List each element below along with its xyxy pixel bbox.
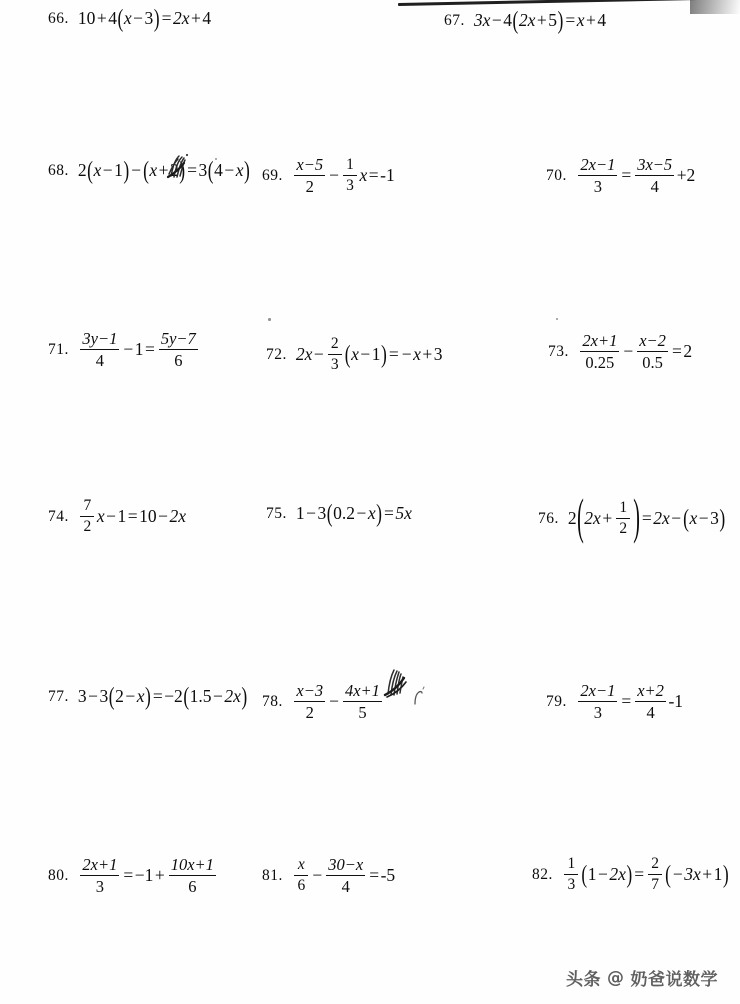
- equals-sign: =: [369, 864, 380, 885]
- fraction: [159, 330, 198, 369]
- term: 2x: [172, 8, 190, 28]
- variable: x: [351, 343, 359, 364]
- fraction-bar: [635, 701, 666, 702]
- term: 3: [77, 686, 87, 706]
- problem-69: [262, 156, 395, 195]
- term: 3: [433, 343, 443, 364]
- operator-minus: −: [671, 507, 682, 528]
- left-paren: (: [581, 858, 588, 888]
- operator-minus: −: [306, 503, 316, 523]
- fraction-numerator: x−3: [296, 681, 324, 700]
- operator-plus: +: [190, 8, 201, 28]
- term: 5x: [395, 503, 412, 523]
- trailing-term: +2: [676, 164, 696, 185]
- problem-expression: [473, 5, 607, 35]
- coefficient: 2: [567, 507, 577, 528]
- variable: x: [149, 160, 158, 180]
- left-paren: (: [87, 155, 93, 185]
- operator-minus: −: [106, 505, 117, 526]
- right-paren: ): [123, 155, 130, 185]
- fraction: [578, 682, 617, 721]
- problem-78: [262, 682, 384, 721]
- fraction-bar: [169, 875, 216, 876]
- term: 4: [597, 10, 607, 30]
- problem-number: 82.: [532, 865, 553, 883]
- fraction-denominator: 4: [646, 702, 655, 722]
- term: 1: [295, 503, 305, 523]
- fraction-denominator: 4: [95, 350, 104, 370]
- fraction: [328, 336, 342, 373]
- problem-expression: [295, 498, 412, 528]
- fraction-denominator: 3: [330, 355, 339, 373]
- left-paren: (: [108, 681, 115, 711]
- variable: x: [576, 10, 585, 30]
- problem-number: 77.: [48, 688, 69, 705]
- fraction-bar: [648, 874, 662, 875]
- problem-81: [262, 856, 395, 895]
- fraction: [343, 157, 357, 194]
- scan-edge-fade-artifact: [690, 0, 740, 14]
- fraction-numerator: x−2: [639, 331, 666, 350]
- fraction-numerator: 2x−1: [580, 155, 616, 174]
- problem-number: 70.: [546, 166, 567, 184]
- operator-minus: −: [88, 686, 98, 706]
- variable: x: [93, 160, 102, 180]
- fraction-numerator: 1: [567, 855, 576, 872]
- left-paren: (: [183, 681, 190, 711]
- variable: x: [96, 505, 105, 526]
- fraction-numerator: 2: [651, 855, 659, 872]
- operator-plus: +: [96, 8, 107, 28]
- fraction: [294, 156, 325, 195]
- fraction-bar: [80, 349, 119, 350]
- operator-minus: −: [491, 10, 502, 30]
- problem-expression: [77, 155, 250, 185]
- left-paren: (: [117, 3, 124, 33]
- right-hand-side: 2: [683, 340, 693, 361]
- term: 3: [144, 8, 154, 28]
- equals-sign: =: [127, 505, 138, 526]
- fraction-denominator: 5: [358, 702, 367, 722]
- right-paren: ): [179, 155, 186, 185]
- coefficient: 3: [99, 686, 109, 706]
- problem-75: [266, 498, 412, 528]
- fraction-numerator: 30−x: [328, 855, 364, 874]
- fraction-denominator: 6: [188, 876, 197, 896]
- problem-80: [48, 856, 218, 895]
- fraction-bar: [294, 875, 308, 876]
- fraction-numerator: x+2: [637, 681, 664, 700]
- operator-minus: −: [401, 343, 412, 364]
- problem-68: [48, 155, 250, 185]
- coefficient: 4: [503, 10, 513, 30]
- variable: x: [689, 507, 698, 528]
- problem-number: 73.: [548, 342, 569, 360]
- term: 2x: [584, 507, 601, 528]
- problem-76: [538, 490, 726, 546]
- term: 4: [202, 8, 212, 28]
- operator-plus: +: [422, 343, 433, 364]
- fraction-denominator: 3: [593, 702, 602, 722]
- problem-expression: [78, 330, 200, 369]
- problem-expression: [77, 3, 212, 33]
- fraction-numerator: 3y−1: [82, 329, 118, 348]
- equals-sign: =: [621, 690, 632, 711]
- operator-minus: −: [360, 343, 371, 364]
- problem-number: 72.: [266, 345, 287, 363]
- right-paren: ): [633, 490, 640, 546]
- problem-number: 66.: [48, 10, 69, 27]
- left-paren: (: [683, 502, 689, 532]
- fraction-numerator: 5y−7: [160, 329, 196, 348]
- operator-minus: −: [224, 160, 235, 180]
- problem-67: [444, 5, 607, 35]
- problem-number: 75.: [266, 505, 287, 522]
- fraction-denominator: 6: [297, 876, 306, 894]
- equals-sign: =: [123, 864, 134, 885]
- left-paren: (: [207, 155, 214, 185]
- term: 1: [134, 338, 144, 359]
- problem-expression: [292, 156, 395, 195]
- right-paren: ): [241, 681, 248, 711]
- operator-minus: −: [356, 503, 367, 523]
- variable: x: [123, 8, 132, 28]
- problem-72: [266, 336, 443, 373]
- fraction-denominator: 2: [305, 176, 314, 196]
- term: 2x: [518, 10, 536, 30]
- problem-number: 68.: [48, 162, 69, 179]
- right-paren: ): [626, 858, 633, 888]
- fraction: [169, 856, 216, 895]
- fraction-bar: [294, 701, 325, 702]
- problem-expression: [576, 682, 683, 721]
- term: 1: [117, 505, 127, 526]
- problem-70: [546, 156, 695, 195]
- term: 2x: [224, 686, 241, 706]
- problem-expression: [578, 332, 692, 371]
- equals-sign: =: [634, 863, 645, 884]
- watermark-platform-label: 头条: [566, 970, 601, 990]
- fraction: [578, 156, 617, 195]
- term: 1: [114, 160, 123, 180]
- term: 1: [371, 343, 381, 364]
- problem-expression: [296, 336, 443, 373]
- fraction-bar: [294, 175, 325, 176]
- term: 10: [77, 8, 96, 28]
- right-paren: ): [243, 155, 250, 185]
- fraction-denominator: 2: [619, 519, 628, 537]
- fraction: [80, 856, 119, 895]
- equals-sign: =: [621, 164, 632, 185]
- right-paren: ): [153, 3, 160, 33]
- operator-minus: −: [213, 686, 223, 706]
- fraction-numerator: 7: [83, 497, 92, 514]
- problem-number: 76.: [538, 509, 559, 527]
- fraction-denominator: 4: [341, 876, 350, 896]
- problem-expression: [576, 156, 695, 195]
- trailing-term: -1: [668, 690, 684, 711]
- equals-sign: =: [144, 338, 155, 359]
- problem-number: 78.: [262, 692, 283, 710]
- fraction-denominator: 3: [593, 176, 602, 196]
- problem-expression: [562, 856, 729, 893]
- coefficient: 2: [77, 160, 87, 180]
- left-paren: (: [665, 858, 671, 888]
- problem-number: 79.: [546, 692, 567, 710]
- equals-sign: =: [383, 503, 394, 523]
- operator-minus: −: [123, 338, 134, 359]
- fraction-numerator: 2x+1: [582, 331, 618, 350]
- scan-speck: [268, 318, 271, 321]
- term: 2x: [609, 863, 626, 884]
- problem-71: [48, 330, 200, 369]
- problem-77: [48, 681, 248, 711]
- fraction-bar: [580, 351, 619, 352]
- fraction-denominator: 0.5: [642, 352, 663, 372]
- left-paren: (: [143, 155, 149, 185]
- equals-sign: =: [565, 10, 576, 30]
- fraction-bar: [328, 354, 342, 355]
- fraction-denominator: 3: [346, 176, 354, 194]
- problem-expression: [77, 681, 248, 711]
- fraction-bar: [578, 175, 617, 176]
- fraction-bar: [80, 516, 94, 517]
- fraction-numerator: 1: [619, 499, 628, 516]
- fraction: [616, 500, 630, 537]
- operator-minus: −: [329, 690, 339, 711]
- problem-73: [548, 332, 692, 371]
- fraction-denominator: 2: [83, 517, 92, 535]
- fraction-bar: [578, 701, 617, 702]
- term: 3x: [473, 10, 491, 30]
- term: 4: [214, 160, 223, 180]
- right-hand-side: -5: [380, 864, 396, 885]
- fraction-bar: [635, 175, 674, 176]
- left-paren: (: [512, 5, 519, 35]
- equals-sign: =: [368, 164, 379, 185]
- coefficient: −2: [164, 686, 183, 706]
- problem-expression: [567, 490, 726, 546]
- fraction-denominator: 3: [567, 875, 576, 893]
- fraction-bar: [159, 349, 198, 350]
- coefficient: 3: [317, 503, 327, 523]
- fraction-bar: [637, 351, 668, 352]
- fraction: [294, 857, 308, 894]
- coefficient: 4: [108, 8, 117, 28]
- problem-expression: [78, 498, 186, 535]
- problem-79: [546, 682, 683, 721]
- problem-number: 69.: [262, 166, 283, 184]
- equals-sign: =: [152, 686, 163, 706]
- term: 2x: [653, 507, 670, 528]
- term: 2: [115, 686, 124, 706]
- fraction-denominator: 0.25: [585, 352, 615, 372]
- fraction: [80, 498, 94, 535]
- fraction-numerator: 4x+1: [344, 681, 380, 700]
- fraction: [637, 332, 668, 371]
- problem-number: 81.: [262, 866, 283, 884]
- operator-minus: −: [623, 340, 634, 361]
- scan-speck: [556, 318, 558, 320]
- fraction-bar: [616, 518, 630, 519]
- fraction-denominator: 3: [95, 876, 104, 896]
- operator-minus: −: [597, 863, 608, 884]
- operator-plus: +: [586, 10, 596, 30]
- equals-sign: =: [388, 343, 399, 364]
- coefficient: 3: [198, 160, 208, 180]
- term: 2x: [295, 343, 313, 364]
- fraction-denominator: 4: [650, 176, 659, 196]
- equals-sign: =: [161, 8, 172, 28]
- term: 0.2: [333, 503, 355, 523]
- operator-plus: +: [702, 863, 713, 884]
- fraction: [564, 856, 578, 893]
- fraction: [635, 682, 666, 721]
- variable: x: [136, 686, 145, 706]
- watermark-account-name: 奶爸说数学: [630, 970, 718, 990]
- variable: x: [359, 164, 368, 185]
- term: 3: [710, 507, 719, 528]
- problem-number: 67.: [444, 12, 465, 29]
- fraction: [580, 332, 619, 371]
- problem-82: [532, 856, 729, 893]
- fraction: [326, 856, 365, 895]
- term: 2x: [169, 505, 187, 526]
- problem-74: [48, 498, 186, 535]
- fraction: [80, 330, 119, 369]
- term: 10: [139, 505, 157, 526]
- fraction-denominator: 7: [651, 875, 659, 893]
- equals-sign: =: [641, 507, 652, 528]
- operator-plus: +: [154, 864, 165, 885]
- fraction-numerator: 1: [346, 156, 354, 174]
- operator-minus: −: [312, 864, 323, 885]
- operator-plus: +: [158, 160, 169, 180]
- right-paren: ): [557, 5, 564, 35]
- right-paren: ): [381, 338, 387, 368]
- left-paren: (: [344, 338, 351, 368]
- problem-number: 80.: [48, 866, 69, 884]
- term: 2: [170, 160, 179, 180]
- operator-minus: −: [125, 686, 136, 706]
- operator-minus: −: [313, 343, 324, 364]
- fraction: [648, 856, 662, 893]
- operator-plus: +: [536, 10, 547, 30]
- fraction-numerator: 3x−5: [637, 155, 673, 174]
- fraction-bar: [80, 875, 119, 876]
- problem-expression: [292, 682, 385, 721]
- fraction: [635, 156, 674, 195]
- problem-number: 71.: [48, 340, 69, 358]
- problem-66: [48, 3, 212, 33]
- variable: x: [235, 160, 244, 180]
- term: 1: [587, 863, 597, 884]
- fraction-denominator: 6: [174, 350, 183, 370]
- fraction-bar: [343, 701, 382, 702]
- operator-minus: −: [102, 160, 113, 180]
- variable: x: [367, 503, 376, 523]
- term: 5: [548, 10, 558, 30]
- fraction: [294, 682, 325, 721]
- watermark-at-symbol: @: [607, 967, 625, 988]
- scan-edge-artifact: [398, 0, 706, 6]
- left-paren: (: [326, 498, 333, 528]
- fraction-bar: [564, 874, 578, 875]
- problem-expression: [78, 856, 219, 895]
- variable: x: [413, 343, 421, 364]
- operator-minus: −: [131, 160, 142, 180]
- right-paren: ): [719, 502, 726, 532]
- fraction-denominator: 2: [305, 702, 314, 722]
- right-hand-side: -1: [380, 164, 395, 185]
- right-paren: ): [722, 858, 729, 888]
- fraction-numerator: 10x+1: [170, 855, 214, 874]
- term: 3x: [684, 863, 701, 884]
- operator-minus: −: [158, 505, 169, 526]
- fraction-numerator: 2x+1: [82, 855, 118, 874]
- operator-minus: −: [329, 164, 339, 185]
- fraction-bar: [326, 875, 365, 876]
- fraction-numerator: x−5: [296, 155, 324, 174]
- operator-plus: +: [602, 507, 613, 528]
- term: 1: [713, 863, 723, 884]
- fraction: [343, 682, 382, 721]
- fraction-numerator: 2: [330, 335, 339, 352]
- stray-pen-mark: [412, 686, 428, 708]
- fraction-bar: [343, 175, 357, 176]
- equals-sign: =: [187, 160, 197, 180]
- right-paren: ): [144, 681, 151, 711]
- operator-minus: −: [672, 863, 683, 884]
- fraction-numerator: 2x−1: [580, 681, 616, 700]
- equals-sign: =: [671, 340, 682, 361]
- fraction-numerator: x: [297, 856, 305, 874]
- operator-minus: −: [133, 8, 143, 28]
- left-paren: (: [577, 490, 584, 546]
- footer-watermark: [566, 965, 718, 990]
- term: 1.5: [189, 686, 212, 706]
- right-paren: ): [376, 498, 382, 528]
- problem-expression: [292, 856, 395, 895]
- problem-number: 74.: [48, 507, 69, 525]
- term: −1: [134, 864, 154, 885]
- operator-minus: −: [698, 507, 709, 528]
